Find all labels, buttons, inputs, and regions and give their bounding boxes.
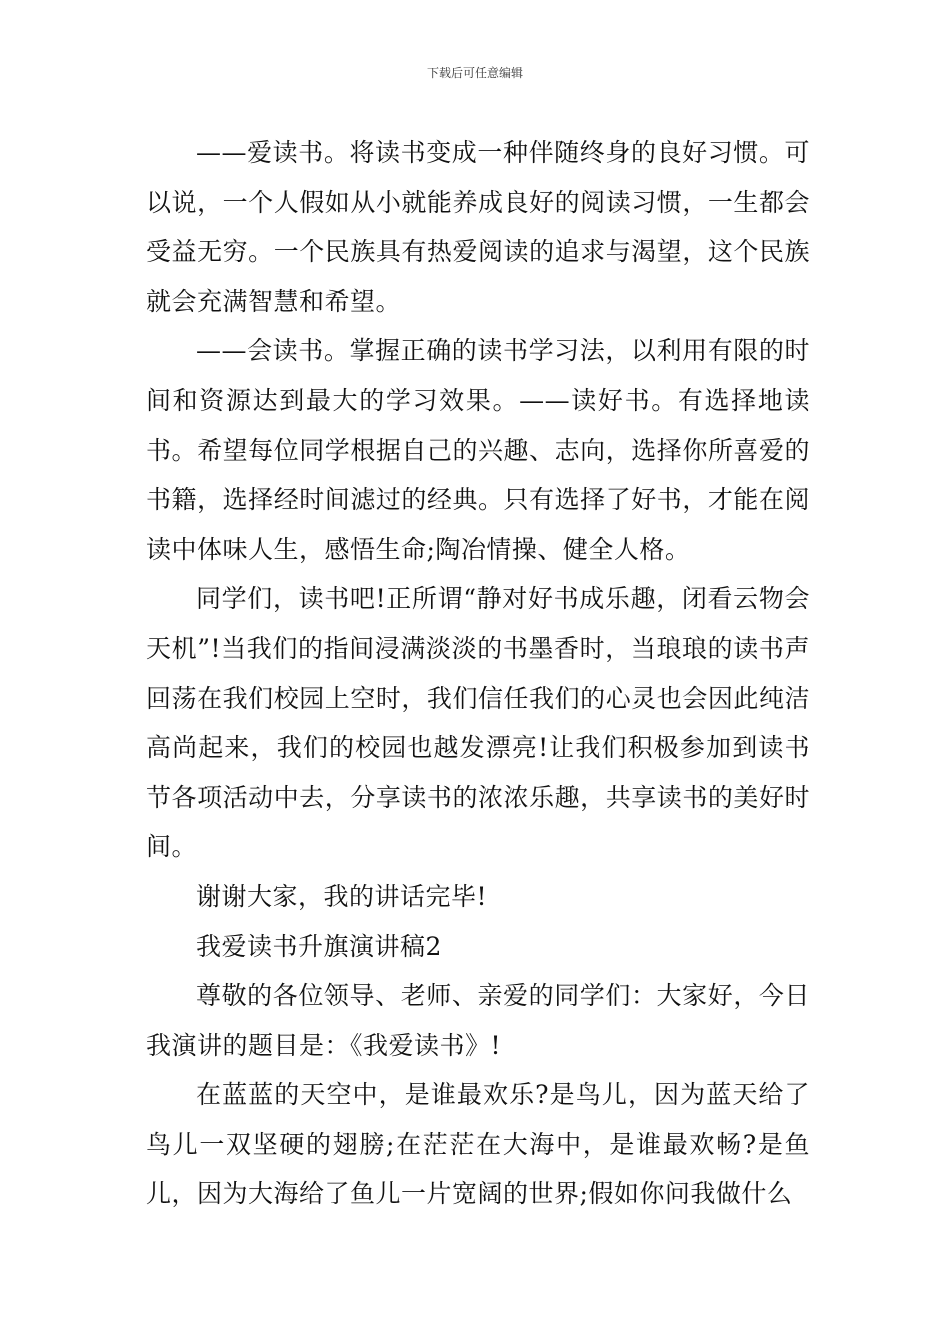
paragraph-greeting: 尊敬的各位领导、老师、亲爱的同学们：大家好，今日我演讲的题目是：《我爱读书》! bbox=[146, 981, 810, 1060]
paragraph-sky-and-sea: 在蓝蓝的天空中，是谁最欢乐?是鸟儿，因为蓝天给了鸟儿一双坚硬的翅膀;在茫茫在大海中，是谁最欢畅?是鱼儿，因为大海给了鱼儿一片宽阔的世界;假如你问我做什么 bbox=[146, 1080, 810, 1209]
document-body bbox=[146, 128, 810, 1219]
paragraph-call-to-read: 同学们，读书吧!正所谓“静对好书成乐趣，闭看云物会天机”!当我们的指间浸满淡淡的书墨香时，当琅琅的读书声回荡在我们校园上空时，我们信任我们的心灵也会因此纯洁高尚起来，我们的校园也越发漂亮!让我们积极参加到读书节各项活动中去，分享读书的浓浓乐趣，共享读书的美好时间。 bbox=[146, 584, 810, 862]
paragraph-read-well: ——会读书。掌握正确的读书学习法，以利用有限的时间和资源达到最大的学习效果。——读好书。有选择地读书。希望每位同学根据自己的兴趣、志向，选择你所喜爱的书籍，选择经时间滤过的经典。只有选择了好书，才能在阅读中体味人生，感悟生命;陶冶情操、健全人格。 bbox=[146, 336, 810, 564]
section-title: 我爱读书升旗演讲稿2 bbox=[196, 931, 442, 961]
page-header: 下载后可任意编辑 bbox=[426, 66, 523, 80]
paragraph-love-reading: ——爱读书。将读书变成一种伴随终身的良好习惯。可以说，一个人假如从小就能养成良好的阅读习惯，一生都会受益无穷。一个民族具有热爱阅读的追求与渴望，这个民族就会充满智慧和希望。 bbox=[146, 138, 810, 316]
paragraph-closing: 谢谢大家，我的讲话完毕! bbox=[196, 881, 488, 911]
